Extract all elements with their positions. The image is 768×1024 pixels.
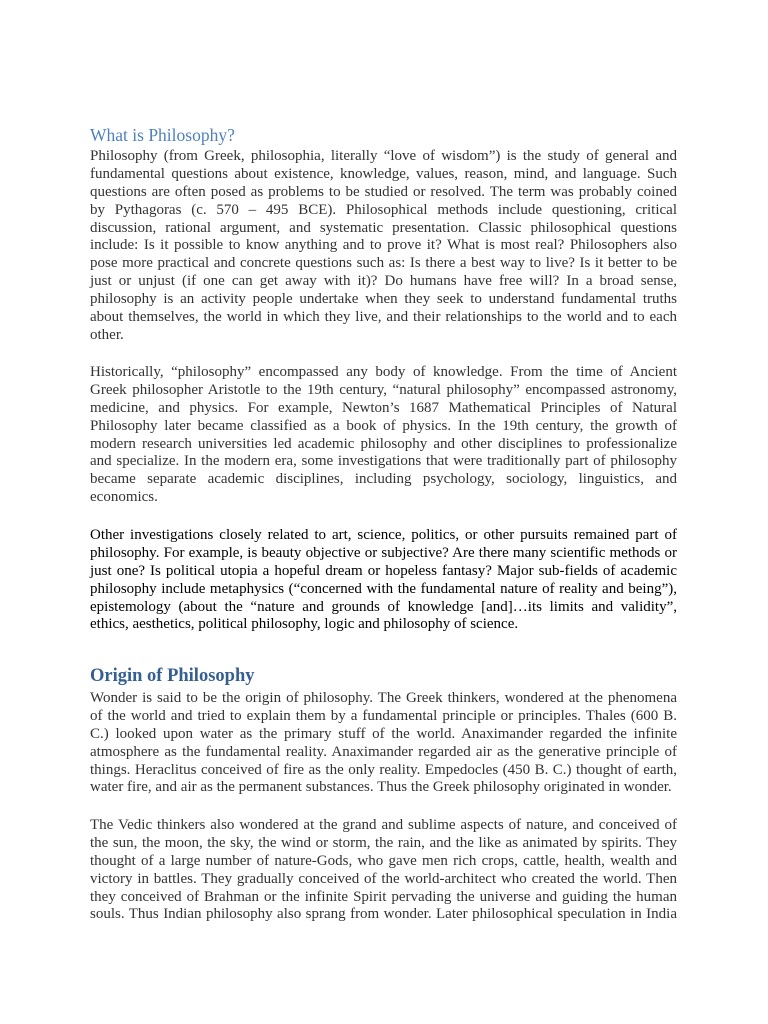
section-heading: Origin of Philosophy	[90, 666, 255, 686]
text-line: just one? Is political utopia a hopeful dream or hopeless fantasy? Major sub-fields of academic	[90, 562, 677, 579]
text-line: ethics, aesthetics, political philosophy, logic and philosophy of science.	[90, 616, 519, 633]
text-line: they conceived of Brahman or the infinite Spirit pervading the universe and guiding the human	[90, 888, 677, 905]
text-line: C.) looked upon water as the primary stuff of the world. Anaximander regarded the infinite	[90, 725, 677, 742]
text-line: things. Heraclitus conceived of fire as the only reality. Empedocles (450 B. C.) thought of earth,	[90, 761, 677, 778]
text-line: medicine, and physics. For example, Newton’s 1687 Mathematical Principles of Natural	[90, 399, 677, 416]
text-line: philosophy is an activity people undertake when they seek to understand fundamental truths	[90, 291, 677, 307]
text-line: victory in battles. They gradually conceived of the world-architect who created the world. Then	[90, 870, 677, 887]
text-line: pose more practical and concrete questions such as: Is there a best way to live? Is it better to be	[90, 255, 677, 272]
text-line: economics.	[90, 489, 158, 506]
text-line: The Vedic thinkers also wondered at the grand and sublime aspects of nature, and conceived of	[90, 817, 677, 833]
text-line: atmosphere as the fundamental reality. Anaximander regarded air as the generative principle of	[90, 743, 677, 760]
text-line: fundamental questions about existence, knowledge, values, reason, mind, and language. Such	[90, 165, 677, 182]
text-line: water fire, and air as the permanent substances. Thus the Greek philosophy originated in wonder.	[90, 779, 672, 796]
text-line: by Pythagoras (c. 570 – 495 BCE). Philosophical methods include questioning, critical	[90, 201, 677, 218]
text-line: and specialize. In the modern era, some investigations that were traditionally part of philosophy	[90, 453, 677, 470]
text-line: souls. Thus Indian philosophy also sprang from wonder. Later philosophical speculation in India	[90, 906, 677, 923]
text-line: modern research universities led academic philosophy and other disciplines to professionalize	[90, 435, 677, 452]
text-line: include: Is it possible to know anything and to prove it? What is most real? Philosophers also	[90, 237, 677, 254]
text-line: just or unjust (if one can get away with it)? Do humans have free will? In a broad sense,	[90, 273, 677, 290]
body-paragraph	[90, 817, 677, 924]
text-line: about themselves, the world in which they live, and their relationships to the world and to each	[90, 308, 677, 325]
body-paragraph	[90, 364, 677, 507]
text-line: discussion, rational argument, and systematic presentation. Classic philosophical questions	[90, 219, 677, 236]
text-line: Wonder is said to be the origin of philosophy. The Greek thinkers, wondered at the phenomena	[90, 690, 677, 706]
text-line: became separate academic disciplines, including psychology, sociology, linguistics, and	[90, 471, 677, 488]
text-line: other.	[90, 326, 124, 343]
body-paragraph	[90, 148, 677, 345]
text-line: Other investigations closely related to art, science, politics, or other pursuits remained part of	[90, 527, 677, 543]
text-line: Philosophy (from Greek, philosophia, literally “love of wisdom”) is the study of general and	[90, 148, 677, 164]
text-line: Greek philosopher Aristotle to the 19th century, “natural philosophy” encompassed astronomy,	[90, 381, 677, 398]
text-line: Philosophy later became classified as a book of physics. In the 19th century, the growth of	[90, 417, 677, 434]
text-line: thought of a large number of nature-Gods, who gave men rich crops, cattle, health, wealth and	[90, 852, 677, 869]
body-paragraph	[90, 690, 677, 797]
text-line: philosophy. For example, is beauty objective or subjective? Are there many scientific methods or	[90, 544, 677, 561]
text-line: questions are often posed as problems to be studied or resolved. The term was probably coined	[90, 183, 677, 200]
text-line: philosophy include metaphysics (“concerned with the fundamental nature of reality and being”),	[90, 580, 677, 597]
section-heading: What is Philosophy?	[90, 125, 235, 145]
text-line: of the world and tried to explain them by a fundamental principle or principles. Thales (600 B.	[90, 707, 677, 724]
text-line: Historically, “philosophy” encompassed any body of knowledge. From the time of Ancient	[90, 364, 677, 380]
body-paragraph	[90, 527, 677, 634]
text-line: epistemology (about the “nature and grounds of knowledge [and]…its limits and validity”,	[90, 598, 677, 615]
text-line: the sun, the moon, the sky, the wind or storm, the rain, and the like as animated by spirits. They	[90, 834, 677, 851]
